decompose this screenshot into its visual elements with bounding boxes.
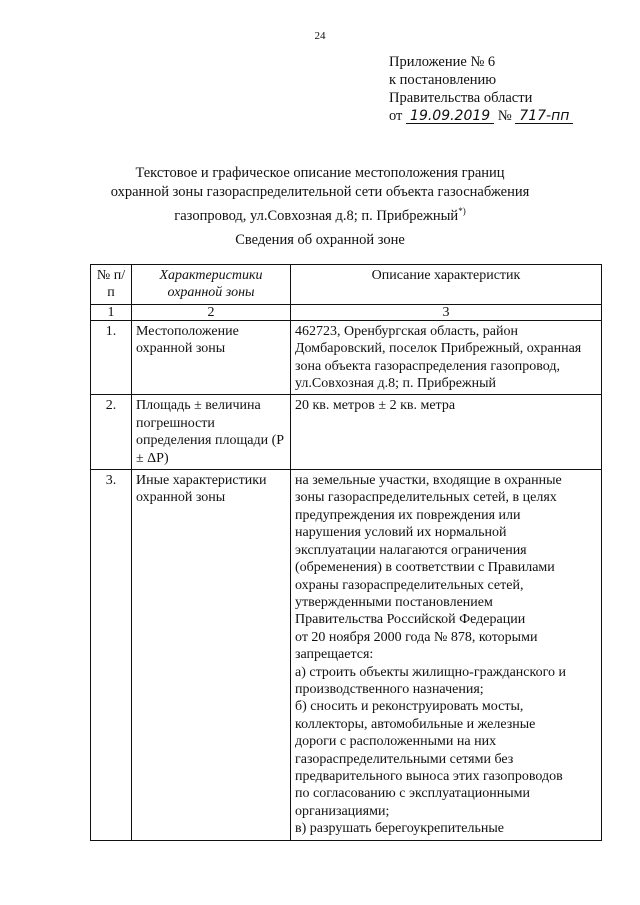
title-line-1: Текстовое и графическое описание местоположения границ [135, 165, 505, 181]
description-line: эксплуатации налагаются ограничения [295, 542, 527, 558]
number-prefix: № [497, 108, 512, 124]
row-description [291, 470, 602, 841]
description-line: организациями; [295, 803, 390, 819]
row-characteristic: Площадь ± величина погрешности определения площади (P ± ΔP) [132, 395, 291, 470]
description-line: б) сносить и реконструировать мосты, [295, 699, 524, 715]
page-number: 24 [314, 30, 326, 42]
handwritten-number: 717-пп [515, 109, 573, 124]
description-line: дороги с расположенными на них [295, 734, 497, 750]
row-number: 1. [91, 320, 132, 395]
row-description: 20 кв. метров ± 2 кв. метра [291, 395, 602, 470]
description-line: зоны газораспределительных сетей, в целях [295, 490, 557, 506]
appendix-title: Приложение № 6 [389, 54, 496, 70]
title-line-3: газопровод, ул.Совхозная д.8; п. Прибрежный*) [174, 206, 466, 224]
handwritten-date: 19.09.2019 [406, 109, 494, 124]
header-characteristic: Характеристики охранной зоны [132, 265, 291, 305]
description-line: от 20 ноября 2000 года № 878, которыми [295, 629, 538, 645]
description-line: в) разрушать берегоукрепительные [295, 821, 505, 837]
appendix-reference: к постановлению [389, 72, 497, 88]
index-cell: 2 [132, 304, 291, 320]
table-row [91, 320, 602, 395]
section-heading: Сведения об охранной зоне [235, 232, 405, 248]
table-index-row [91, 304, 602, 320]
date-prefix: от [389, 108, 403, 124]
description-line: газораспределительными сетями без [295, 751, 514, 767]
row-characteristic: Иные характеристики охранной зоны [132, 470, 291, 841]
description-line: утвержденными постановлением [295, 594, 493, 610]
title-line-2: охранной зоны газораспределительной сети объекта газоснабжения [110, 184, 530, 200]
table-header-row [91, 265, 602, 305]
appendix-block [389, 53, 573, 125]
table-row [91, 470, 602, 841]
index-cell: 1 [91, 304, 132, 320]
description-line: предварительного выноса этих газопроводов [295, 768, 563, 784]
row-number: 2. [91, 395, 132, 470]
description-line: по согласованию с эксплуатационными [295, 786, 530, 802]
footnote-mark: *) [458, 206, 466, 216]
protection-zone-table [90, 264, 602, 841]
description-line: а) строить объекты жилищно-гражданского и [295, 664, 566, 680]
document-title [0, 164, 640, 226]
description-line: охраны газораспределительных сетей, [295, 577, 524, 593]
appendix-date-line [389, 107, 573, 125]
appendix-authority: Правительства области [389, 90, 533, 106]
description-line: на земельные участки, входящие в охранные [295, 473, 562, 489]
row-description: 462723, Оренбургская область, район Домбаровский, поселок Прибрежный, охранная зона объекта газораспределения газопровод, ул.Совхозная д.8; п. Прибрежный [291, 320, 602, 395]
table-row [91, 395, 602, 470]
header-description: Описание характеристик [291, 265, 602, 305]
description-line: нарушения условий их нормальной [295, 525, 507, 541]
description-line: Правительства Российской Федерации [295, 612, 526, 628]
row-characteristic: Местоположение охранной зоны [132, 320, 291, 395]
description-line: запрещается: [295, 647, 374, 663]
description-line: производственного назначения; [295, 681, 484, 697]
header-num: № п/п [91, 265, 132, 305]
index-cell: 3 [291, 304, 602, 320]
description-line: (обременения) в соответствии с Правилами [295, 560, 555, 576]
row-number: 3. [91, 470, 132, 841]
description-line: предупреждения их повреждения или [295, 507, 521, 523]
description-line: коллекторы, автомобильные и железные [295, 716, 536, 732]
